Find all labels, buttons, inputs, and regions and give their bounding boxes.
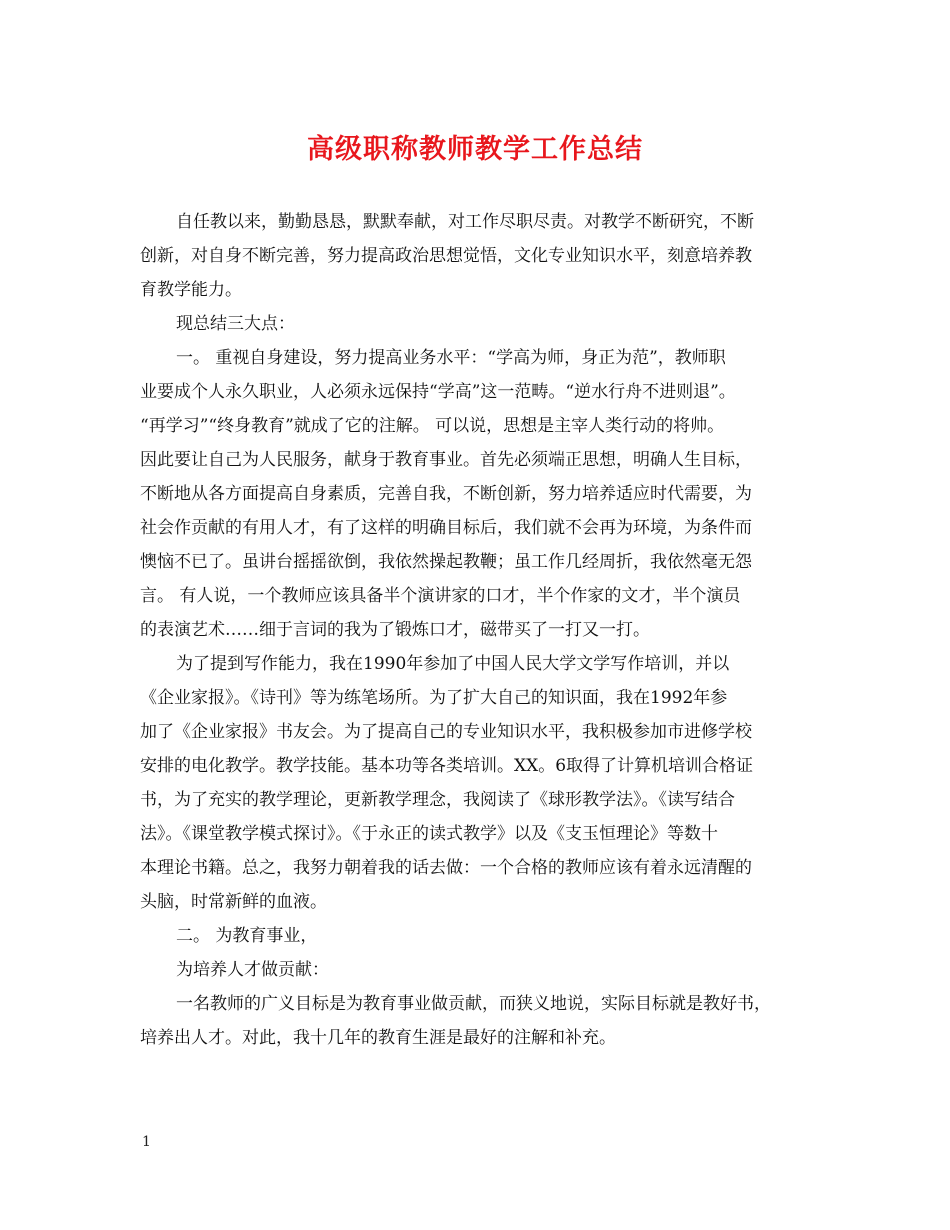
- text-line: 创新，对自身不断完善，努力提高政治思想觉悟，文化专业知识水平，刻意培养教: [140, 246, 752, 266]
- text-line: 懊恼不已了。虽讲台摇摇欲倒，我依然操起教鞭；虽工作几经周折，我依然毫无怨: [140, 552, 752, 572]
- text-line: 《企业家报》。《诗刊》等为练笔场所。为了扩大自己的知识面，我在1992年参: [140, 688, 728, 708]
- text-line: 自任教以来，勤勤恳恳，默默奉献，对工作尽职尽责。对教学不断研究，不断: [176, 212, 754, 232]
- document-body: [140, 205, 820, 1055]
- text-line: 本理论书籍。总之，我努力朝着我的话去做：一个合格的教师应该有着永远清醒的: [140, 858, 752, 878]
- text-line: 法》。《课堂教学模式探讨》。《于永正的读式教学》以及《支玉恒理论》等数十: [140, 824, 718, 844]
- text-line: 二。 为教育事业，: [176, 926, 318, 946]
- text-line: 一名教师的广义目标是为教育事业做贡献，而狭义地说，实际目标就是教好书，: [176, 994, 771, 1014]
- text-line: 培养出人才。对此，我十几年的教育生涯是最好的注解和补充。: [140, 1028, 616, 1048]
- page-number: 1: [142, 1134, 151, 1150]
- document-title: 高级职称教师教学工作总结: [307, 134, 643, 165]
- text-line: 书，为了充实的教学理论，更新教学理念，我阅读了《球形教学法》。《读写结合: [140, 790, 735, 810]
- text-line: 社会作贡献的有用人才，有了这样的明确目标后，我们就不会再为环境，为条件而: [140, 518, 752, 538]
- text-line: 为了提到写作能力，我在1990年参加了中国人民大学文学写作培训，并以: [176, 654, 730, 674]
- text-line: 安排的电化教学。教学技能。基本功等各类培训。XX。6取得了计算机培训合格证: [140, 756, 754, 776]
- text-line: 不断地从各方面提高自身素质，完善自我，不断创新，努力培养适应时代需要，为: [140, 484, 752, 504]
- text-line: 一。 重视自身建设，努力提高业务水平：“学高为师，身正为范”，教师职: [176, 348, 726, 368]
- text-line: 育教学能力。: [140, 280, 242, 300]
- text-line: 为培养人才做贡献：: [176, 960, 329, 980]
- text-line: 因此要让自己为人民服务，献身于教育事业。首先必须端正思想，明确人生目标，: [140, 450, 752, 470]
- text-line: 的表演艺术……细于言词的我为了锻炼口才，磁带买了一打又一打。: [140, 620, 650, 640]
- text-line: “再学习”“终身教育”就成了它的注解。 可以说，思想是主宰人类行动的将帅。: [140, 416, 725, 436]
- text-line: 头脑，时常新鲜的血液。: [140, 892, 327, 912]
- text-line: 加了《企业家报》书友会。为了提高自己的专业知识水平，我积极参加市进修学校: [140, 722, 752, 742]
- text-line: 业要成个人永久职业，人必须永远保持“学高”这一范畴。“逆水行舟不进则退”。: [140, 382, 736, 402]
- text-line: 言。 有人说，一个教师应该具备半个演讲家的口才，半个作家的文才，半个演员: [140, 586, 741, 606]
- text-line: 现总结三大点：: [176, 314, 295, 334]
